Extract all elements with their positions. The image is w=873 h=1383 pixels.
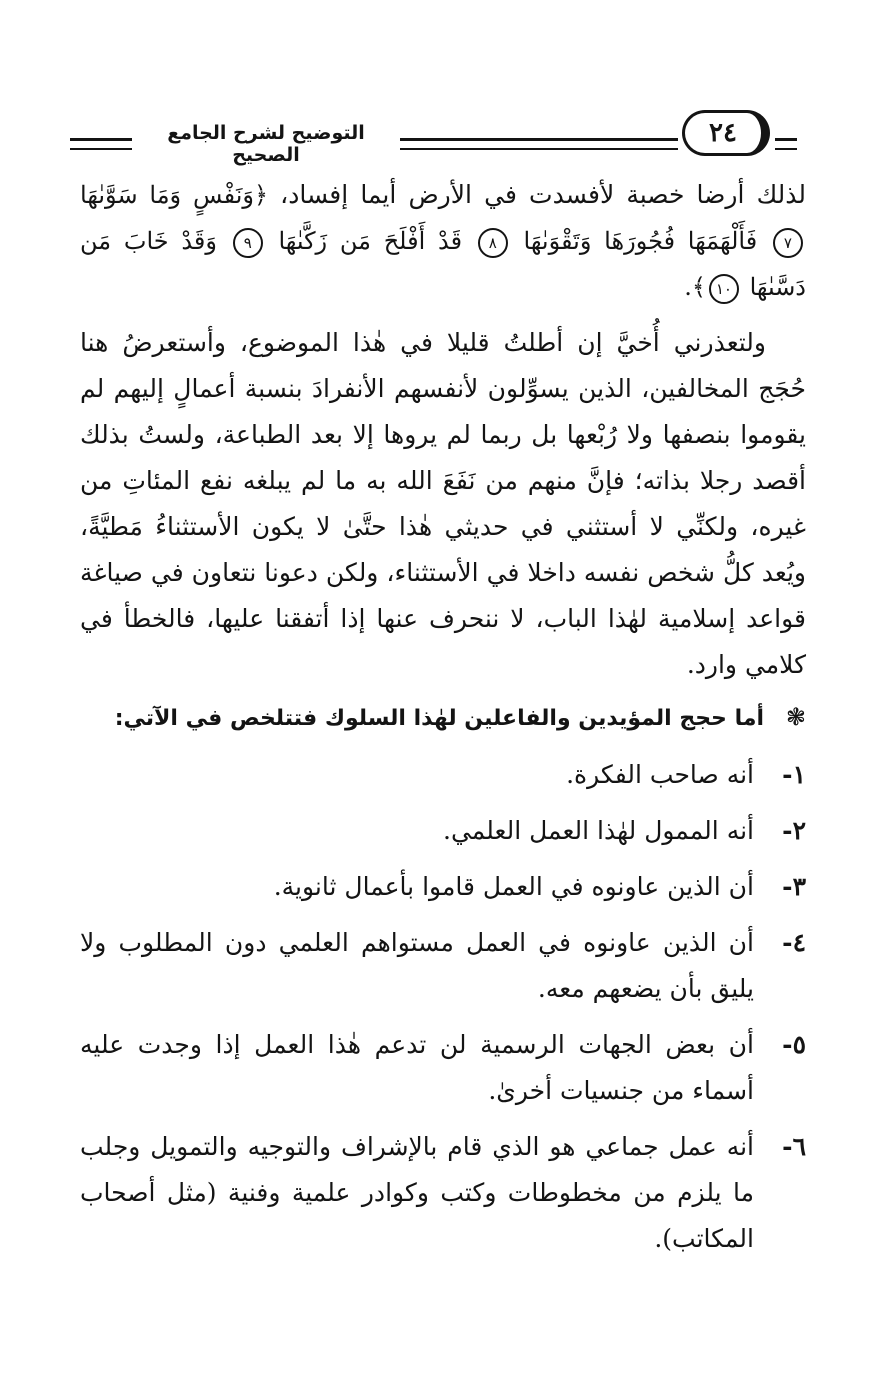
section-heading: [80, 694, 806, 742]
list-item-number: ٣-: [782, 872, 806, 901]
header-rule-left: [70, 138, 132, 150]
list-item: [80, 920, 806, 1012]
list-item-text: أنه عمل جماعي هو الذي قام بالإشراف والتوجيه والتمويل وجلب ما يلزم من مخطوطات وكتب وكوادر علمية وفنية (مثل أصحاب المكاتب).: [80, 1132, 754, 1253]
paragraph-quran-verse: [80, 172, 806, 310]
flower-star-icon: ❃: [785, 703, 806, 731]
list-item: [80, 864, 806, 910]
running-title: التوضيح لشرح الجامع الصحيح: [167, 122, 365, 166]
list-item-number: ٢-: [782, 816, 806, 845]
list-item-number: ٥-: [782, 1030, 806, 1059]
page-header: [70, 108, 800, 166]
list-item: [80, 1022, 806, 1114]
list-item-number: ٤-: [782, 928, 806, 957]
page-number: ٢٤: [709, 118, 737, 148]
list-item-number: ١-: [782, 760, 806, 789]
list-item-text: أنه الممول لهٰذا العمل العلمي.: [443, 816, 754, 845]
paragraph-intro-text: لذلك أرضا خصبة لأفسدت في الأرض أيما إفساد،: [268, 180, 806, 209]
list-item-number: ٦-: [782, 1132, 806, 1161]
list-item-text: أن بعض الجهات الرسمية لن تدعم هٰذا العمل إذا وجدت عليه أسماء من جنسيات أخرىٰ.: [80, 1030, 754, 1105]
paragraph-body: ولتعذرني أُخيَّ إن أطلتُ قليلا في هٰذا الموضوع، وأستعرضُ هنا حُجَج المخالفين، الذين يسوِّلون لأنفسهم الأنفرادَ بنسبة أعمالٍ إليهم لم يقوموا بنصفها ولا رُبْعها بل ربما لم يروها إلا بعد الطباعة، ولستُ بذلك أقصد رجلا بذاته؛ فإنَّ منهم من نَفَعَ الله به ما لم يبلغه نفع المئاتِ من غيره، ولكنِّي لا أستثني في حديثي هٰذا حتَّىٰ لا يكون الأستثناءُ مَطيَّةً، ويُعد كلُّ شخص نفسه داخلا في الأستثناء، ولكن دعونا نتعاون في صياغة قواعد إسلامية لهٰذا الباب، لا ننحرف عنها إذا أتفقنا عليها، فالخطأ في كلامي وارد.: [80, 328, 806, 679]
header-rule-right: [775, 138, 797, 150]
list-item: [80, 752, 806, 798]
ayah-marker-9: ٩: [233, 228, 263, 258]
list-item-text: أنه صاحب الفكرة.: [566, 760, 754, 789]
list-item-text: أن الذين عاونوه في العمل مستواهم العلمي دون المطلوب ولا يليق بأن يضعهم معه.: [80, 928, 754, 1003]
section-heading-text: أما حجج المؤيدين والفاعلين لهٰذا السلوك فتتلخص في الآتي:: [114, 706, 764, 731]
page-body: [80, 172, 806, 1262]
verse-close-bracket: ﴾.: [684, 273, 706, 301]
list-item: [80, 808, 806, 854]
verse-part-3: قَدْ أَفْلَحَ مَن زَكَّىٰهَا: [278, 227, 463, 255]
header-rule-middle: [400, 138, 678, 150]
ayah-marker-10: ١٠: [709, 274, 739, 304]
verse-part-4: وَقَدْ خَابَ مَن دَسَّىٰهَا: [80, 227, 806, 301]
verse-part-2: فَأَلْهَمَهَا فُجُورَهَا وَتَقْوَىٰهَا: [523, 227, 758, 255]
list-item-text: أن الذين عاونوه في العمل قاموا بأعمال ثانوية.: [273, 872, 754, 901]
ayah-marker-7: ٧: [773, 228, 803, 258]
page-number-badge: [682, 110, 770, 156]
list-item: [80, 1124, 806, 1262]
verse-part-1: وَنَفْسٍ وَمَا سَوَّىٰهَا: [80, 181, 254, 209]
ayah-marker-8: ٨: [478, 228, 508, 258]
verse-open-bracket: ﴿: [253, 181, 269, 209]
